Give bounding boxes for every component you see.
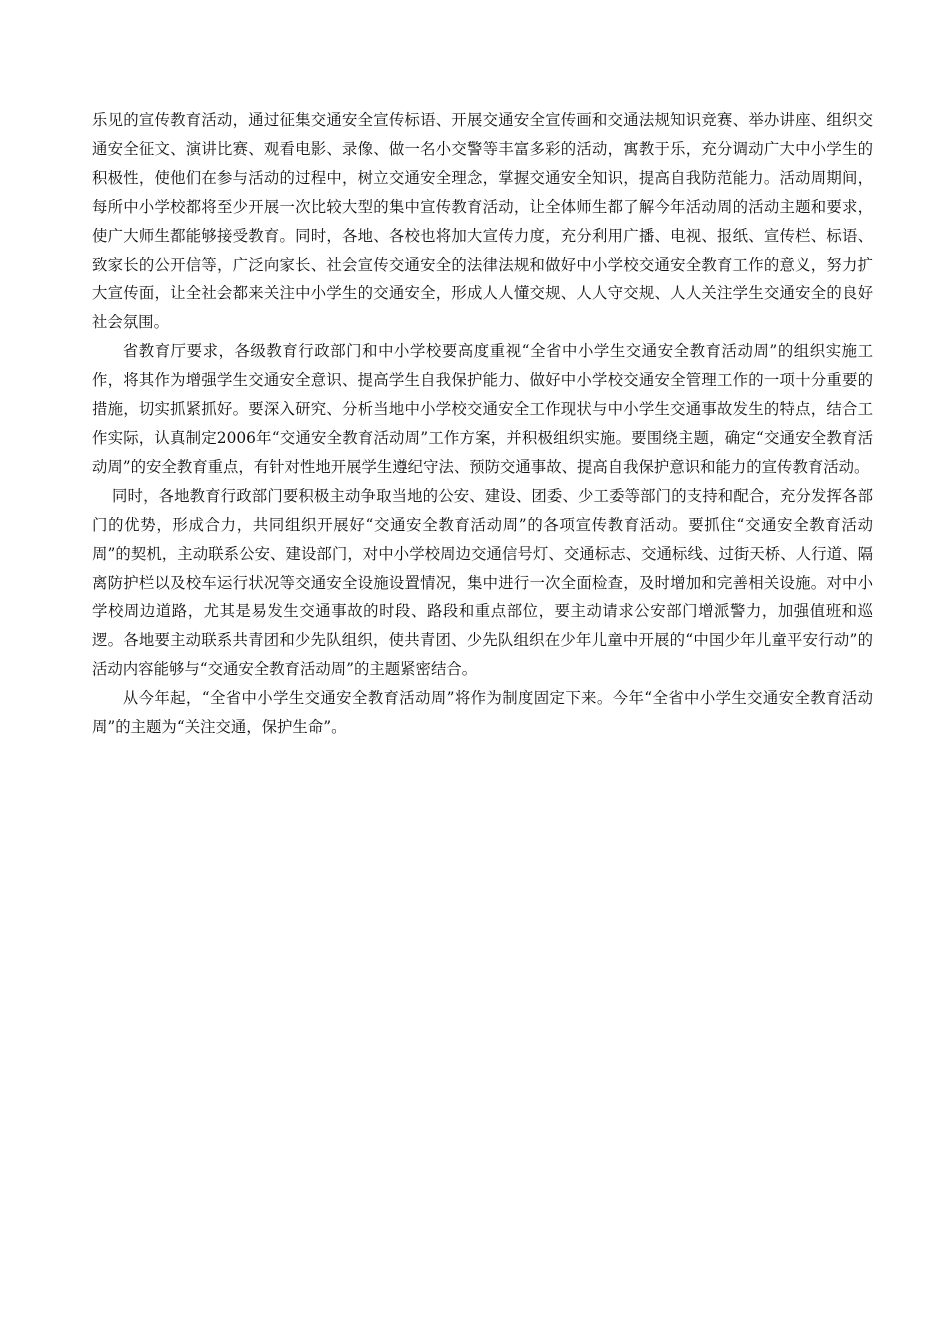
paragraph-activities: 乐见的宣传教育活动，通过征集交通安全宣传标语、开展交通安全宣传画和交通法规知识竞赛、举办讲座、组织交通安全征文、演讲比赛、观看电影、录像、做一名小交警等丰富多彩的活动，寓教于乐，充分调动广大中小学生的积极性，使他们在参与活动的过程中，树立交通安全理念，掌握交通安全知识，提高自我防范能力。活动周期间，每所中小学校都将至少开展一次比较大型的集中宣传教育活动，让全体师生都了解今年活动周的活动主题和要求，使广大师生都能够接受教育。同时，各地、各校也将加大宣传力度，充分利用广播、电视、报纸、宣传栏、标语、致家长的公开信等，广泛向家长、社会宣传交通安全的法律法规和做好中小学校交通安全教育工作的意义，努力扩大宣传面，让全社会都来关注中小学生的交通安全，形成人人懂交规、人人守交规、人人关注学生交通安全的良好社会氛围。 xyxy=(92,111,873,332)
document-body xyxy=(92,106,873,742)
paragraph-requirements: 省教育厅要求，各级教育行政部门和中小学校要高度重视“全省中小学生交通安全教育活动周”的组织实施工作，将其作为增强学生交通安全意识、提高学生自我保护能力、做好中小学校交通安全管理工作的一项十分重要的措施，切实抓紧抓好。要深入研究、分析当地中小学校交通安全工作现状与中小学生交通事故发生的特点，结合工作实际，认真制定2006年“交通安全教育活动周”工作方案，并积极组织实施。要围绕主题，确定“交通安全教育活动周”的安全教育重点，有针对性地开展学生遵纪守法、预防交通事故、提高自我保护意识和能力的宣传教育活动。 xyxy=(92,342,873,476)
paragraph-cooperation: 同时，各地教育行政部门要积极主动争取当地的公安、建设、团委、少工委等部门的支持和配合，充分发挥各部门的优势，形成合力，共同组织开展好“交通安全教育活动周”的各项宣传教育活动。要抓住“交通安全教育活动周”的契机，主动联系公安、建设部门，对中小学校周边交通信号灯、交通标志、交通标线、过街天桥、人行道、隔离防护栏以及校车运行状况等交通安全设施设置情况，集中进行一次全面检查，及时增加和完善相关设施。对中小学校周边道路，尤其是易发生交通事故的时段、路段和重点部位，要主动请求公安部门增派警力，加强值班和巡逻。各地要主动联系共青团和少先队组织，使共青团、少先队组织在少年儿童中开展的“中国少年儿童平安行动”的活动内容能够与“交通安全教育活动周”的主题紧密结合。 xyxy=(92,486,873,679)
paragraph-theme: 从今年起，“全省中小学生交通安全教育活动周”将作为制度固定下来。今年“全省中小学生交通安全教育活动周”的主题为“关注交通，保护生命”。 xyxy=(92,689,873,737)
